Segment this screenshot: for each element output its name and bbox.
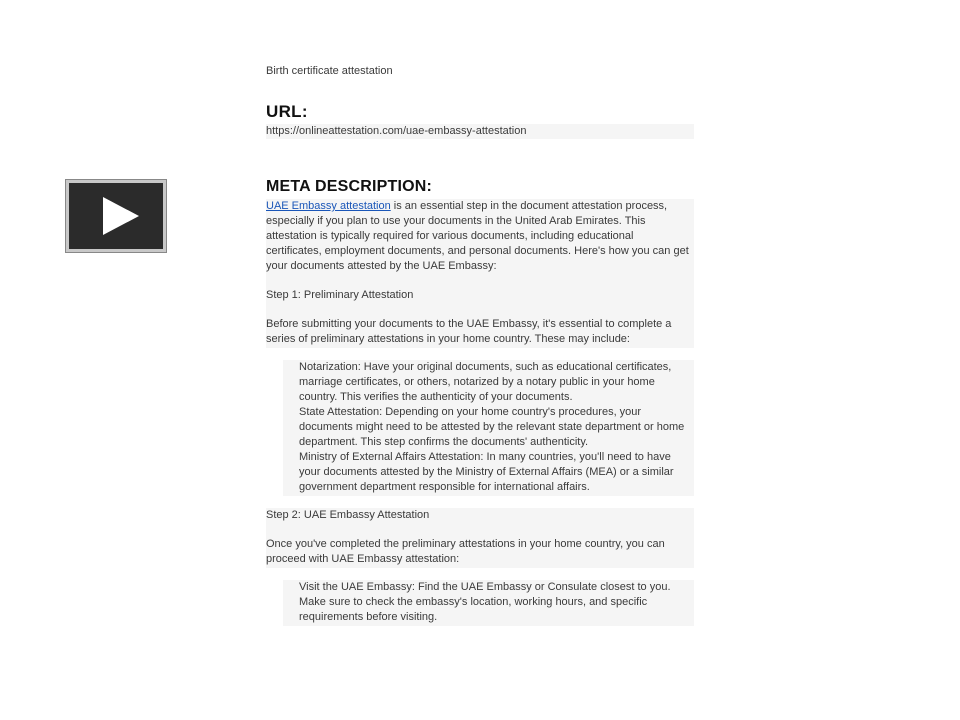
step2-list <box>283 580 694 626</box>
list-item: Visit the UAE Embassy: Find the UAE Embassy or Consulate closest to you. Make sure to check the embassy's location, working hours, and specific requirements before visiting. <box>299 581 671 623</box>
uae-embassy-attestation-link[interactable]: UAE Embassy attestation <box>266 200 391 212</box>
document-body <box>266 64 694 626</box>
step2-text: Once you've completed the preliminary attestations in your home country, you can proceed with UAE Embassy attestation: <box>266 538 665 565</box>
meta-description-heading: META DESCRIPTION: <box>266 178 433 195</box>
step2-title: Step 2: UAE Embassy Attestation <box>266 509 430 521</box>
document-kicker: Birth certificate attestation <box>266 65 393 77</box>
intro-paragraph <box>266 199 694 274</box>
url-heading: URL: <box>266 102 308 121</box>
play-icon <box>69 183 163 249</box>
meta-description-block <box>266 199 694 348</box>
list-item: State Attestation: Depending on your home country's procedures, your documents might need to be attested by the relevant state department or home department. This step confirms the documents' authenticity. <box>299 406 685 448</box>
step1-title: Step 1: Preliminary Attestation <box>266 289 414 301</box>
url-value: https://onlineattestation.com/uae-embassy-attestation <box>266 124 694 139</box>
video-play-button[interactable] <box>66 180 166 252</box>
step2-block <box>266 508 694 568</box>
intro-text: is an essential step in the document attestation process, especially if you plan to use your documents in the United Arab Emirates. This attestation is typically required for various documents, including educational certificates, employment documents, and personal documents. Here's how you can get your documents attested by the UAE Embassy: <box>266 200 689 272</box>
step1-list <box>283 360 694 496</box>
list-item: Notarization: Have your original documents, such as educational certificates, marriage certificates, or others, notarized by a notary public in your home country. This verifies the authenticity of your documents. <box>299 361 672 403</box>
step1-text: Before submitting your documents to the UAE Embassy, it's essential to complete a series of preliminary attestations in your home country. These may include: <box>266 318 672 345</box>
list-item: Ministry of External Affairs Attestation: In many countries, you'll need to have your documents attested by the Ministry of External Affairs (MEA) or a similar government department responsible for international affairs. <box>299 451 674 493</box>
